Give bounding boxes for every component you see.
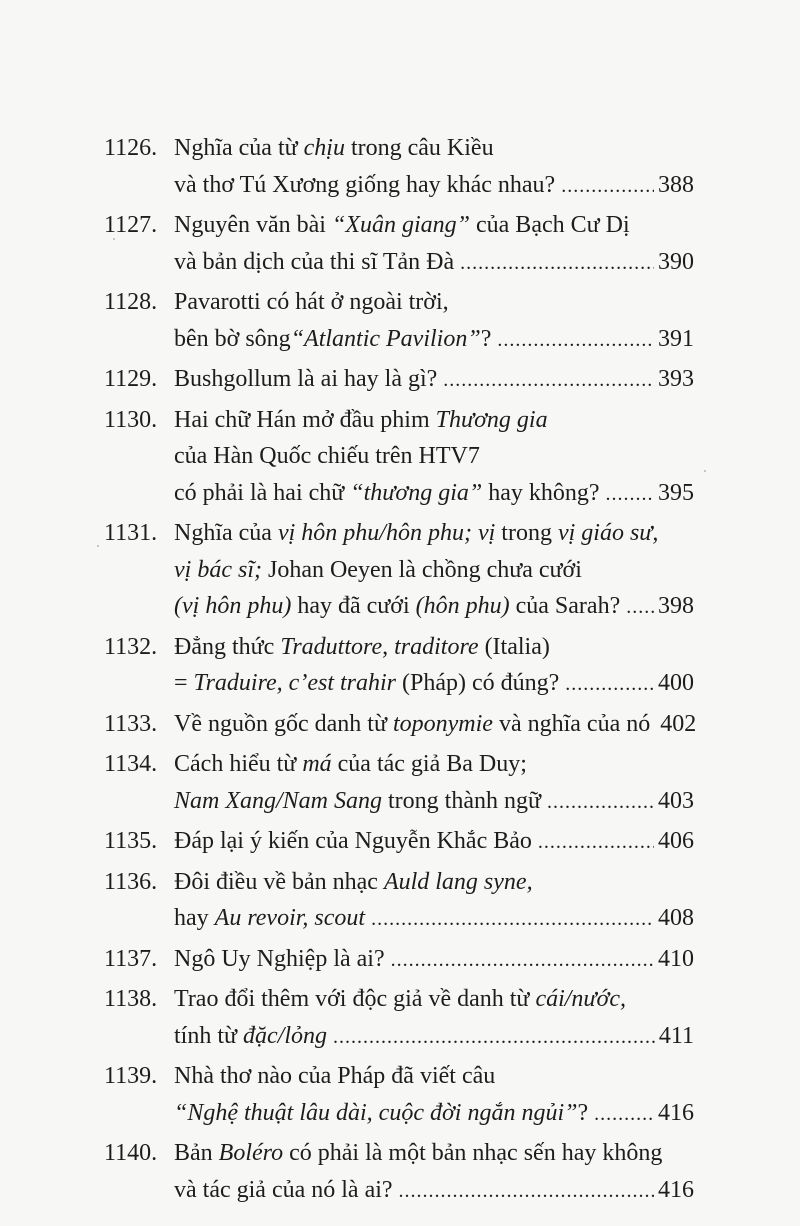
entry-number: 1137.: [104, 945, 158, 972]
paper-speck: [113, 238, 115, 240]
page-number: 391: [658, 325, 694, 352]
dot-leader: [565, 666, 654, 703]
entry-title-line: [174, 629, 694, 666]
paper-speck: [704, 470, 706, 472]
dot-leader: [538, 824, 654, 861]
title-segment: và thơ Tú Xương giống hay khác nhau?: [174, 171, 556, 198]
dot-leader: [460, 245, 654, 282]
italic-term: “thương gia”: [350, 479, 483, 506]
page-number: 408: [658, 905, 694, 931]
title-segment: Bushgollum là ai hay là gì?: [174, 366, 438, 392]
dot-leader: [391, 942, 654, 979]
title-segment: bên bờ sông: [174, 325, 291, 352]
entry-number: 1131.: [104, 520, 158, 546]
title-segment: trong câu Kiều: [344, 135, 494, 161]
entry-title-text: [174, 1095, 588, 1132]
entry-title-text: [174, 1172, 393, 1209]
italic-term: Traduire, c’est trahir: [193, 670, 396, 696]
entry-number: 1130.: [104, 406, 158, 433]
title-segment: hay không?: [482, 479, 600, 506]
title-segment: Bản: [174, 1140, 219, 1166]
entry-title-line: [174, 1018, 694, 1055]
italic-term: toponymie: [392, 710, 493, 737]
italic-term: (hôn phu): [415, 593, 510, 619]
title-segment: ?: [577, 1099, 589, 1126]
dot-leader: [371, 901, 654, 938]
entry-title-text: [174, 1018, 327, 1055]
page-number: 402: [660, 710, 697, 737]
title-segment: và tác giả của nó là ai?: [174, 1176, 393, 1203]
title-segment: =: [174, 670, 194, 696]
page-number: 390: [658, 248, 694, 275]
entry-title-text: [174, 823, 532, 860]
entry-title-line: [174, 1172, 694, 1209]
dot-leader: [399, 1173, 654, 1210]
entry-title-text: [174, 407, 548, 433]
entry-title-text: [174, 634, 550, 660]
italic-term: “Xuân giang”: [331, 212, 470, 238]
title-segment: Đáp lại ý kiến của Nguyễn Khắc Bảo: [174, 828, 532, 854]
title-segment: (Pháp) có đúng?: [396, 670, 560, 696]
page-number: 398: [658, 593, 694, 619]
italic-term: “Atlantic Pavilion”: [290, 325, 481, 352]
entry-title-text: [174, 443, 480, 469]
italic-term: đặc/lỏng: [243, 1022, 328, 1049]
page-number: 406: [658, 828, 694, 854]
title-segment: Nghĩa của: [174, 520, 278, 546]
italic-term: vị bác sĩ;: [174, 556, 262, 583]
entry-title-line: [174, 284, 694, 321]
entry-title-text: [174, 1140, 662, 1166]
entry-title-text: [174, 557, 582, 583]
title-segment: có phải là hai chữ: [174, 479, 351, 506]
title-segment: hay đã cưới: [291, 593, 416, 619]
page-number: 403: [658, 787, 694, 814]
title-segment: Johan Oeyen là chồng chưa cưới: [261, 556, 582, 583]
dot-leader: [561, 168, 654, 205]
entry-number: 1135.: [104, 828, 158, 854]
entry-title-line: [174, 130, 694, 167]
entry-number: 1128.: [104, 289, 158, 315]
italic-term: Boléro: [218, 1140, 284, 1166]
title-segment: của Bạch Cư Dị: [470, 212, 630, 238]
page-number: 410: [658, 945, 694, 972]
entry-title-line: [174, 475, 694, 512]
entry-title-line: [174, 981, 694, 1018]
dot-leader: [594, 1096, 654, 1133]
entry-number: 1133.: [104, 710, 158, 737]
title-segment: của tác giả Ba Duy;: [331, 751, 527, 777]
entry-title-text: [174, 135, 494, 161]
title-segment: ?: [480, 325, 492, 352]
entry-title-line: [174, 552, 694, 589]
page-number: 400: [658, 670, 694, 696]
entry-title-text: [174, 706, 650, 743]
entry-title-text: [174, 588, 620, 625]
entry-title-line: [174, 244, 694, 281]
title-segment: của Hàn Quốc chiếu trên HTV7: [174, 443, 480, 469]
entry-number: 1140.: [104, 1140, 158, 1166]
italic-term: Auld lang syne,: [383, 868, 533, 895]
entry-title-text: [174, 475, 600, 512]
entry-number: 1126.: [104, 135, 158, 161]
page-number: 388: [658, 171, 694, 198]
entry-title-line: [174, 783, 694, 820]
entry-title-text: [174, 321, 491, 358]
entry-title-text: [174, 212, 630, 238]
entry-number: 1139.: [104, 1063, 158, 1089]
title-segment: tính từ: [174, 1022, 244, 1049]
italic-term: vị giáo sư,: [557, 520, 659, 546]
entry-title-text: [174, 783, 541, 820]
italic-term: Au revoir, scout: [214, 905, 366, 931]
italic-term: chịu: [303, 135, 345, 161]
title-segment: Đẳng thức: [174, 633, 281, 660]
entry-number: 1138.: [104, 986, 158, 1012]
italic-term: “Nghệ thuật lâu dài, cuộc đời ngắn ngủi”: [174, 1099, 578, 1126]
title-segment: (Italia): [478, 633, 550, 660]
entry-title-line: [174, 402, 694, 439]
entry-title-text: [174, 986, 626, 1012]
entry-title-line: [174, 665, 694, 702]
entry-title-line: [174, 438, 694, 475]
dot-leader: [626, 589, 654, 626]
dot-leader: [606, 476, 654, 513]
page-number: 416: [658, 1099, 694, 1126]
entry-number: 1132.: [104, 633, 158, 660]
entry-number: 1136.: [104, 868, 158, 895]
page-number: 393: [658, 366, 694, 392]
entry-title-line: [174, 515, 694, 552]
entry-title-text: [174, 244, 454, 281]
italic-term: vị hôn phu/hôn phu; vị: [277, 520, 496, 546]
italic-term: Traduttore, traditore: [280, 633, 479, 660]
page-number: 395: [658, 479, 694, 506]
entry-title-text: [174, 1063, 495, 1089]
title-segment: và nghĩa của nó: [492, 710, 651, 737]
italic-term: Thương gia: [435, 406, 548, 433]
title-segment: và bản dịch của thi sĩ Tản Đà: [174, 248, 455, 275]
entry-title-line: [174, 746, 694, 783]
italic-term: cái/nước,: [535, 986, 626, 1012]
entry-number: 1134.: [104, 751, 158, 777]
entry-title-text: [174, 167, 555, 204]
entry-title-line: [174, 900, 694, 937]
page-number: 416: [658, 1176, 694, 1203]
title-segment: hay: [174, 905, 215, 931]
title-segment: Pavarotti có hát ở ngoài trời,: [174, 289, 449, 315]
title-segment: trong thành ngữ: [382, 787, 542, 814]
entry-title-text: [174, 900, 365, 937]
title-segment: của Sarah?: [509, 593, 621, 619]
entry-title-text: [174, 751, 527, 777]
page-number: 411: [658, 1022, 694, 1049]
title-segment: trong: [495, 520, 558, 546]
entry-title-line: [174, 823, 694, 860]
title-segment: Đôi điều về bản nhạc: [174, 868, 384, 895]
entry-number: 1127.: [104, 212, 158, 238]
italic-term: Nam Xang/Nam Sang: [174, 787, 383, 814]
title-segment: Về nguồn gốc danh từ: [174, 710, 393, 737]
entry-title-line: [174, 321, 694, 358]
title-segment: Nhà thơ nào của Pháp đã viết câu: [174, 1063, 496, 1089]
italic-term: (vị hôn phu): [174, 593, 292, 619]
entry-title-line: [174, 1058, 694, 1095]
entry-title-line: [174, 207, 694, 244]
dot-leader: [547, 784, 654, 821]
title-segment: Ngô Uy Nghiệp là ai?: [174, 945, 385, 972]
entry-title-line: [174, 864, 694, 901]
entry-title-text: [174, 520, 658, 546]
title-segment: Hai chữ Hán mở đầu phim: [174, 406, 436, 433]
entry-title-line: [174, 588, 694, 625]
paper-speck: [97, 545, 99, 547]
entry-title-text: [174, 941, 385, 978]
entry-title-text: [174, 665, 559, 702]
dot-leader: [497, 322, 654, 359]
entry-title-text: [174, 361, 437, 398]
title-segment: Cách hiểu từ: [174, 751, 303, 777]
entry-title-line: [174, 941, 694, 978]
title-segment: Nghĩa của từ: [174, 135, 304, 161]
entry-title-line: [174, 706, 697, 743]
entry-number: 1129.: [104, 366, 158, 392]
entry-title-line: [174, 167, 694, 204]
title-segment: có phải là một bản nhạc sến hay không: [283, 1140, 663, 1166]
dot-leader: [443, 362, 654, 399]
title-segment: Trao đổi thêm với độc giả về danh từ: [174, 986, 536, 1012]
entry-title-text: [174, 869, 533, 895]
entry-title-line: [174, 361, 694, 398]
entry-title-text: [174, 289, 449, 315]
dot-leader: [333, 1019, 655, 1056]
entry-title-line: [174, 1095, 694, 1132]
entry-title-line: [174, 1135, 694, 1172]
title-segment: Nguyên văn bài: [174, 212, 332, 238]
italic-term: má: [302, 751, 332, 777]
